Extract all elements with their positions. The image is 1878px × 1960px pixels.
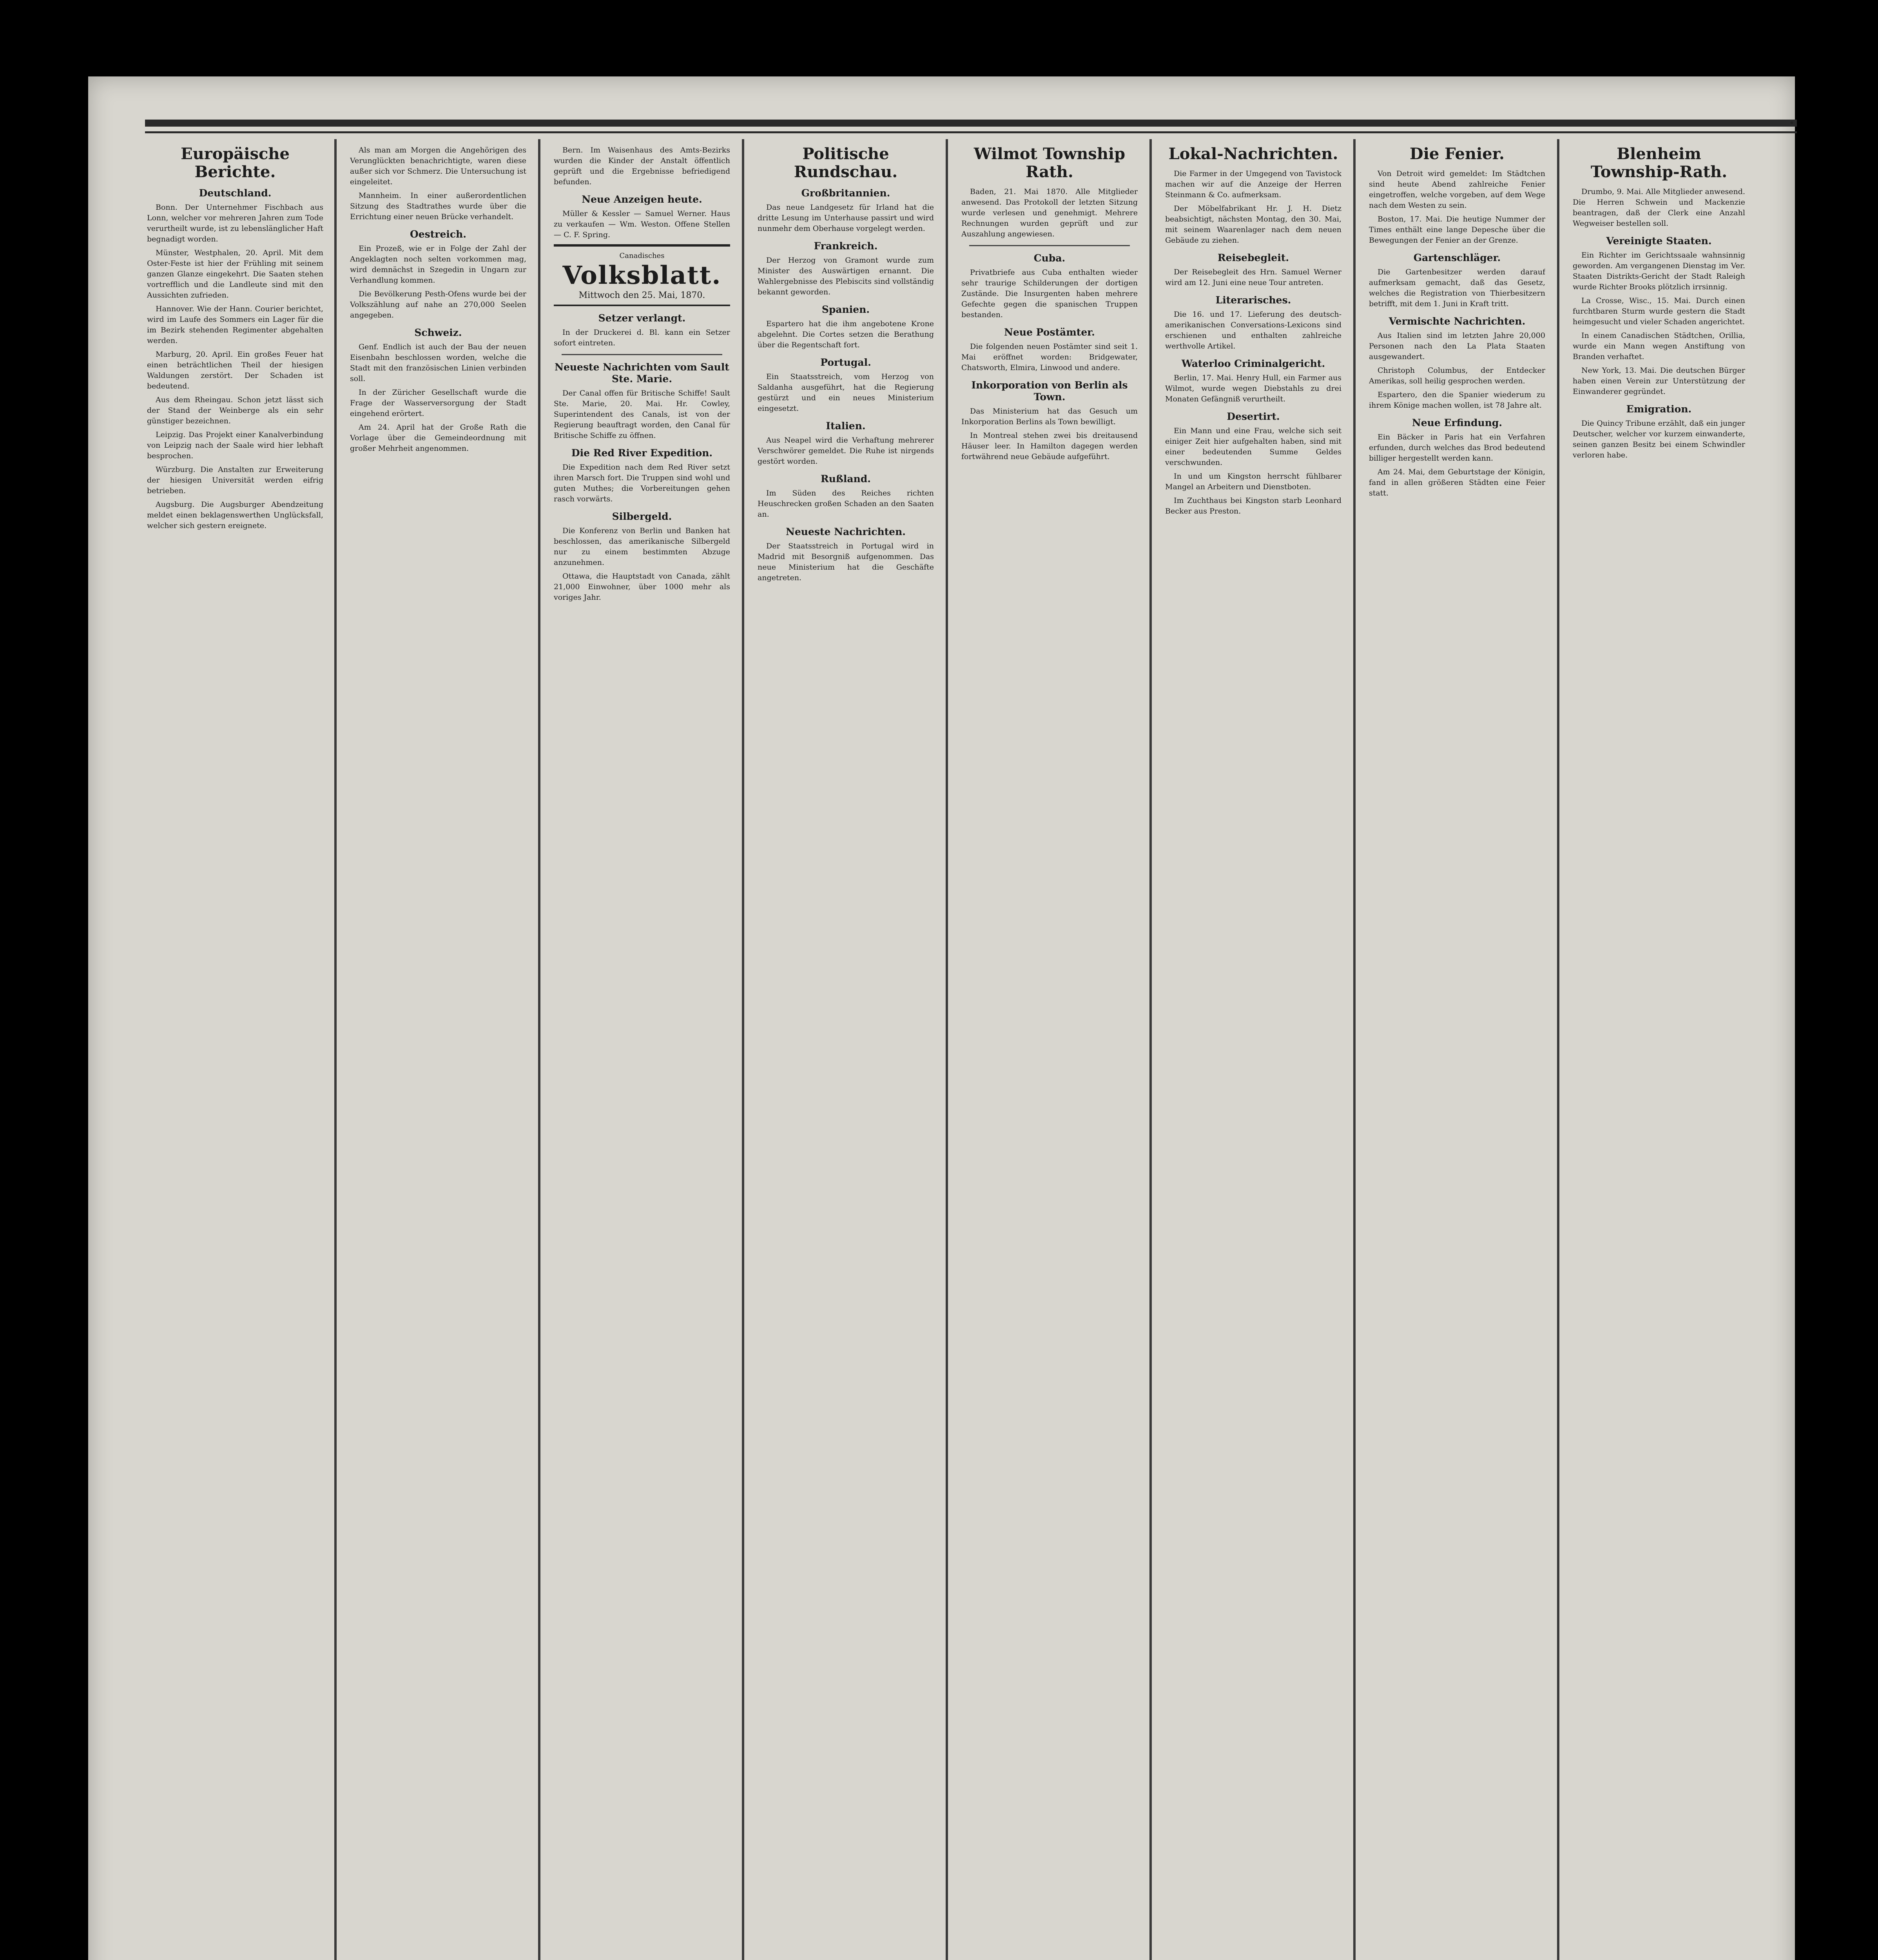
article-text: Bonn. Der Unternehmer Fischbach aus Lonn, welcher vor mehreren Jahren zum Tode verurtheilt wurde, ist zu lebenslänglicher Haft begnadigt worden. — [147, 203, 323, 243]
column-8 — [1573, 145, 1745, 1960]
article-text: Als man am Morgen die Angehörigen des Verunglückten benachrichtigte, waren diese außer sich vor Schmerz. Die Untersuchung ist eingeleitet. — [350, 146, 526, 186]
article-text: Von Detroit wird gemeldet: Im Städtchen sind heute Abend zahlreiche Fenier eingetroffen, welche vorgeben, auf dem Wege nach dem Westen zu sein. — [1369, 169, 1545, 210]
section-title: Deutschland. — [199, 187, 272, 199]
article-text: Die Quincy Tribune erzählt, daß ein junger Deutscher, welcher vor kurzem einwanderte, seinen ganzen Besitz bei einem Schwindler verloren habe. — [1573, 419, 1745, 459]
section-title: Neueste Nachrichten vom Sault Ste. Marie. — [555, 361, 729, 385]
article-text: Würzburg. Die Anstalten zur Erweiterung der hiesigen Universität werden eifrig betrieben. — [147, 465, 323, 495]
column-rule — [1557, 139, 1559, 1960]
article-text: Boston, 17. Mai. Die heutige Nummer der Times enthält eine lange Depesche über die Bewegungen der Fenier an der Grenze. — [1369, 215, 1545, 245]
section-title: Vermischte Nachrichten. — [1389, 316, 1526, 327]
section-title: Literarisches. — [1215, 294, 1291, 306]
column-headline: Die Fenier. — [1410, 145, 1505, 163]
article-text: Privatbriefe aus Cuba enthalten wieder sehr traurige Schilderungen der dortigen Zustände. Die Insurgenten haben mehrere Gefechte gegen die spanischen Truppen bestanden. — [961, 268, 1138, 319]
masthead — [554, 244, 730, 306]
section-title: Vereinigte Staaten. — [1606, 235, 1712, 247]
column-6 — [1165, 145, 1341, 1960]
column-headline: Lokal-Nachrichten. — [1168, 145, 1338, 163]
section-title: Neueste Nachrichten. — [786, 526, 906, 537]
article-text: Drumbo, 9. Mai. Alle Mitglieder anwesend. Die Herren Schwein und Mackenzie beantragen, daß der Clerk eine Anzahl Wegweiser bestellen soll. — [1573, 187, 1745, 228]
article-text: Das neue Landgesetz für Irland hat die dritte Lesung im Unterhause passirt und wird nunmehr dem Oberhause vorgelegt werden. — [758, 203, 934, 233]
article-text: Ein Bäcker in Paris hat ein Verfahren erfunden, durch welches das Brod bedeutend billiger hergestellt werden kann. — [1369, 433, 1545, 463]
article-text: Baden, 21. Mai 1870. Alle Mitglieder anwesend. Das Protokoll der letzten Sitzung wurde verlesen und genehmigt. Mehrere Rechnungen wurden geprüft und zur Auszahlung angewiesen. — [961, 187, 1138, 238]
separator — [969, 245, 1130, 246]
article-text: Espartero hat die ihm angebotene Krone abgelehnt. Die Cortes setzen die Berathung über die Regentschaft fort. — [758, 319, 934, 349]
section-title: Inkorporation von Berlin als Town. — [971, 379, 1128, 403]
column-3 — [554, 145, 730, 1960]
section-title: Großbritannien. — [801, 187, 890, 199]
article-text: Die Bevölkerung Pesth-Ofens wurde bei der Volkszählung auf nahe an 270,000 Seelen angegeben. — [350, 290, 526, 319]
article-text: Aus dem Rheingau. Schon jetzt lässt sich der Stand der Weinberge als ein sehr günstiger bezeichnen. — [147, 396, 323, 425]
article-text: Müller & Kessler — Samuel Werner. Haus zu verkaufen — Wm. Weston. Offene Stellen — C. F. Spring. — [554, 209, 730, 239]
section-title: Italien. — [826, 420, 866, 432]
section-title: Portugal. — [820, 357, 871, 368]
article-text: In einem Canadischen Städtchen, Orillia, wurde ein Mann wegen Anstiftung von Branden verhaftet. — [1573, 331, 1745, 361]
separator — [562, 354, 722, 355]
masthead-title: Volksblatt. — [562, 261, 721, 290]
article-text: Im Süden des Reiches richten Heuschrecken großen Schaden an den Saaten an. — [758, 489, 934, 519]
article-text: Am 24. April hat der Große Rath die Vorlage über die Gemeindeordnung mit großer Mehrheit angenommen. — [350, 423, 526, 453]
article-text: Die Konferenz von Berlin und Banken hat beschlossen, das amerikanische Silbergeld nur zu einem bestimmten Abzuge anzunehmen. — [554, 526, 730, 567]
column-2 — [350, 145, 526, 1960]
article-text: Der Canal offen für Britische Schiffe! Sault Ste. Marie, 20. Mai. Hr. Cowley, Superintendent des Canals, ist von der Regierung beauftragt worden, den Canal für Britische Schiffe zu öffnen. — [554, 389, 730, 440]
article-text: Die folgenden neuen Postämter sind seit 1. Mai eröffnet worden: Bridgewater, Chatsworth, Elmira, Linwood und andere. — [961, 342, 1138, 372]
article-text: Das Ministerium hat das Gesuch um Inkorporation Berlins als Town bewilligt. — [961, 407, 1138, 426]
article-text: Genf. Endlich ist auch der Bau der neuen Eisenbahn beschlossen worden, welche die Stadt mit den französischen Linien verbinden soll. — [350, 343, 526, 383]
article-text: Die Expedition nach dem Red River setzt ihren Marsch fort. Die Truppen sind wohl und guten Muthes; die Vorbereitungen gehen rasch vorwärts. — [554, 463, 730, 503]
column-4 — [758, 145, 934, 1960]
column-rule — [538, 139, 540, 1960]
article-text: Aus Italien sind im letzten Jahre 20,000 Personen nach den La Plata Staaten ausgewandert. — [1369, 331, 1545, 361]
column-rule — [742, 139, 744, 1960]
article-text: Der Staatsstreich in Portugal wird in Madrid mit Besorgniß aufgenommen. Das neue Ministerium hat die Geschäfte angetreten. — [758, 542, 934, 582]
article-text: Ein Staatsstreich, vom Herzog von Saldanha ausgeführt, hat die Regierung gestürzt und ein neues Ministerium eingesetzt. — [758, 372, 934, 413]
article-text: Münster, Westphalen, 20. April. Mit dem Oster-Feste ist hier der Frühling mit seinem ganzen Glanze eingekehrt. Die Saaten stehen vortrefflich und die Landleute sind mit den Aussichten zufrieden. — [147, 249, 323, 299]
masthead-date: Mittwoch den 25. Mai, 1870. — [578, 290, 705, 300]
article-text: Hannover. Wie der Hann. Courier berichtet, wird im Laufe des Sommers ein Lager für die im Bezirk stehenden Regimenter abgehalten werden. — [147, 305, 323, 345]
column-headline: Europäische Berichte. — [181, 145, 290, 181]
page-folio: • — [1789, 118, 1795, 129]
section-title: Cuba. — [1033, 252, 1066, 264]
column-1 — [147, 145, 323, 1960]
article-text: Der Herzog von Gramont wurde zum Minister des Auswärtigen ernannt. Die Wahlergebnisse des Plebiscits sind vollständig bekannt geworden. — [758, 256, 934, 296]
section-title: Neue Anzeigen heute. — [582, 194, 702, 205]
article-text: In der Druckerei d. Bl. kann ein Setzer sofort eintreten. — [554, 328, 730, 347]
article-text: Aus Neapel wird die Verhaftung mehrerer Verschwörer gemeldet. Die Ruhe ist nirgends gestört worden. — [758, 436, 934, 466]
column-rule — [1149, 139, 1152, 1960]
section-title: Silbergeld. — [612, 511, 672, 522]
article-text: Berlin, 17. Mai. Henry Hull, ein Farmer aus Wilmot, wurde wegen Diebstahls zu drei Monaten Gefängniß verurtheilt. — [1165, 374, 1341, 403]
section-title: Die Red River Expedition. — [571, 447, 713, 459]
section-title: Schweiz. — [414, 327, 462, 338]
column-rule — [1353, 139, 1356, 1960]
article-text: Der Möbelfabrikant Hr. J. H. Dietz beabsichtigt, nächsten Montag, den 30. Mai, mit seinem Waarenlager nach dem neuen Gebäude zu ziehen. — [1165, 204, 1341, 245]
section-title: Frankreich. — [814, 240, 878, 252]
column-rule — [946, 139, 948, 1960]
column-7 — [1369, 145, 1545, 1960]
article-text: Ottawa, die Hauptstadt von Canada, zählt 21,000 Einwohner, über 1000 mehr als voriges Jahr. — [554, 572, 730, 602]
top-rule-thin — [145, 131, 1797, 133]
article-text: Der Reisebegleit des Hrn. Samuel Werner wird am 12. Juni eine neue Tour antreten. — [1165, 268, 1341, 287]
newspaper-page — [88, 76, 1795, 1960]
article-text: Bern. Im Waisenhaus des Amts-Bezirks wurden die Kinder der Anstalt öffentlich geprüft und die Ergebnisse befriedigend befunden. — [554, 146, 730, 186]
article-text: Mannheim. In einer außerordentlichen Sitzung des Stadtrathes wurde über die Errichtung einer neuen Brücke verhandelt. — [350, 191, 526, 221]
article-text: Ein Richter im Gerichtssaale wahnsinnig geworden. Am vergangenen Dienstag im Ver. Staaten Distrikts-Gericht der Stadt Raleigh wurde Richter Brooks plötzlich irrsinnig. — [1573, 251, 1745, 291]
masthead-kicker: Canadisches — [619, 252, 665, 260]
section-title: Neue Erfindung. — [1412, 417, 1503, 428]
column-headline: Politische Rundschau. — [794, 145, 898, 181]
section-title: Emigration. — [1626, 403, 1692, 415]
section-title: Reisebegleit. — [1217, 252, 1289, 263]
article-text: Ein Prozeß, wie er in Folge der Zahl der Angeklagten noch selten vorkommen mag, wird demnächst in Szegedin in Ungarn zur Verhandlung kommen. — [350, 244, 526, 285]
article-text: Am 24. Mai, dem Geburtstage der Königin, fand in allen größeren Städten eine Feier statt. — [1369, 468, 1545, 497]
article-text: In der Züricher Gesellschaft wurde die Frage der Wasserversorgung der Stadt eingehend erörtert. — [350, 388, 526, 418]
article-text: Christoph Columbus, der Entdecker Amerikas, soll heilig gesprochen werden. — [1369, 366, 1545, 385]
section-title: Waterloo Criminalgericht. — [1181, 358, 1325, 369]
column-headline: Wilmot Township Rath. — [973, 145, 1126, 181]
article-text: Leipzig. Das Projekt einer Kanalverbindung von Leipzig nach der Saale wird hier lebhaft besprochen. — [147, 430, 323, 460]
article-text: Marburg, 20. April. Ein großes Feuer hat einen beträchtlichen Theil der hiesigen Waldungen zerstört. Der Schaden ist bedeutend. — [147, 350, 323, 390]
article-text: In und um Kingston herrscht fühlbarer Mangel an Arbeitern und Dienstboten. — [1165, 472, 1341, 491]
section-title: Gartenschläger. — [1413, 252, 1501, 263]
column-5 — [961, 145, 1138, 1960]
article-text: Espartero, den die Spanier wiederum zu ihrem Könige machen wollen, ist 78 Jahre alt. — [1369, 390, 1545, 410]
section-title: Spanien. — [821, 304, 870, 315]
section-title: Setzer verlangt. — [598, 312, 686, 324]
article-text: Augsburg. Die Augsburger Abendzeitung meldet einen beklagenswerthen Unglücksfall, welcher sich gestern ereignete. — [147, 500, 323, 530]
section-title: Rußland. — [820, 473, 871, 485]
top-rule — [145, 120, 1797, 127]
article-text: La Crosse, Wisc., 15. Mai. Durch einen furchtbaren Sturm wurde gestern die Stadt heimgesucht und vieler Schaden angerichtet. — [1573, 296, 1745, 326]
section-title: Neue Postämter. — [1004, 327, 1095, 338]
section-title: Oestreich. — [410, 229, 466, 240]
article-text: New York, 13. Mai. Die deutschen Bürger haben einen Verein zur Unterstützung der Einwanderer gegründet. — [1573, 366, 1745, 396]
article-text: Im Zuchthaus bei Kingston starb Leonhard Becker aus Preston. — [1165, 496, 1341, 515]
section-title: Desertirt. — [1227, 411, 1280, 422]
article-text: Ein Mann und eine Frau, welche sich seit einiger Zeit hier aufgehalten haben, sind mit einer bedeutenden Summe Geldes verschwunden. — [1165, 426, 1341, 467]
article-text: Die Gartenbesitzer werden darauf aufmerksam gemacht, daß das Gesetz, welches die Registration von Thierbesitzern betrifft, mit dem 1. Juni in Kraft tritt. — [1369, 268, 1545, 308]
article-text: Die 16. und 17. Lieferung des deutsch-amerikanischen Conversations-Lexicons sind erschienen und enthalten zahlreiche werthvolle Artikel. — [1165, 310, 1341, 350]
article-text: Die Farmer in der Umgegend von Tavistock machen wir auf die Anzeige der Herren Steinmann & Co. aufmerksam. — [1165, 169, 1341, 199]
column-rule — [334, 139, 337, 1960]
article-text: In Montreal stehen zwei bis dreitausend Häuser leer. In Hamilton dagegen werden fortwährend neue Gebäude aufgeführt. — [961, 431, 1138, 461]
column-headline: Blenheim Township-Rath. — [1590, 145, 1728, 181]
